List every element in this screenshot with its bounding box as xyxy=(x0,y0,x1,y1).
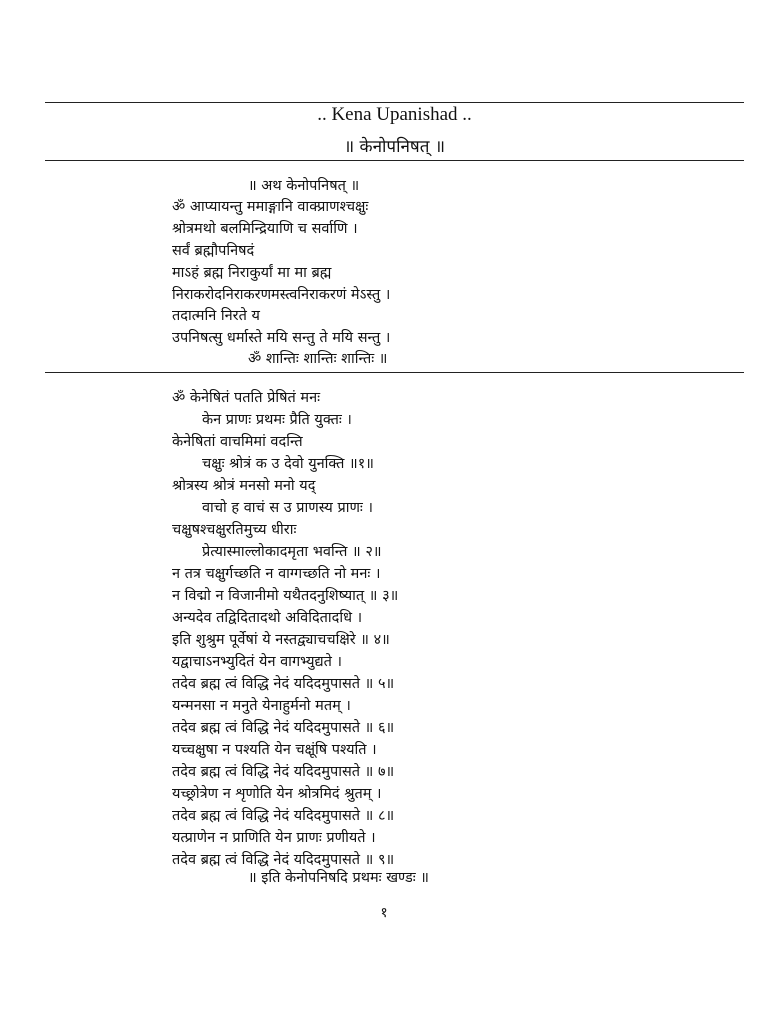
title-divider xyxy=(45,160,744,161)
khanda-closing: ॥ इति केनोपनिषदि प्रथमः खण्डः ॥ xyxy=(248,870,429,886)
verse-line: वाचो ह वाचं स उ प्राणस्य प्राणः । xyxy=(202,500,373,516)
verse-line: यच्चक्षुषा न पश्यति येन चक्षूंषि पश्यति । xyxy=(172,742,377,758)
verse-line: तदेव ब्रह्म त्वं विद्धि नेदं यदिदमुपासते ॥ ८॥ xyxy=(172,808,395,824)
verse-line: प्रेत्यास्माल्लोकादमृता भवन्ति ॥ २॥ xyxy=(202,544,382,560)
verse-line: ॐ आप्यायन्तु ममाङ्गानि वाक्प्राणश्चक्षुः xyxy=(172,199,369,215)
verse-line: तदेव ब्रह्म त्वं विद्धि नेदं यदिदमुपासते ॥ ६॥ xyxy=(172,720,395,736)
verse-line: श्रोत्रस्य श्रोत्रं मनसो मनो यद् xyxy=(172,478,316,494)
shanti-heading: ॥ अथ केनोपनिषत् ॥ xyxy=(248,178,360,194)
verse-line: केन प्राणः प्रथमः प्रैति युक्तः । xyxy=(202,412,352,428)
verse-line: तदात्मनि निरते य xyxy=(172,308,260,324)
section-divider xyxy=(45,372,744,373)
verse-line: तदेव ब्रह्म त्वं विद्धि नेदं यदिदमुपासते ॥ ७॥ xyxy=(172,764,395,780)
verse-line: यच्छ्रोत्रेण न शृणोति येन श्रोत्रमिदं श्रुतम् । xyxy=(172,786,382,802)
verse-line: उपनिषत्सु धर्मास्ते मयि सन्तु ते मयि सन्तु । xyxy=(172,330,391,346)
page-title-devanagari: ॥ केनोपनिषत् ॥ xyxy=(343,137,446,157)
verse-line: ॐ केनेषितं पतति प्रेषितं मनः xyxy=(172,390,321,406)
verse-line: केनेषितां वाचमिमां वदन्ति xyxy=(172,434,303,450)
verse-line: माऽहं ब्रह्म निराकुर्यां मा मा ब्रह्म xyxy=(172,265,332,281)
verse-line: सर्वं ब्रह्मौपनिषदं xyxy=(172,243,255,259)
verse-line: न विद्मो न विजानीमो यथैतदनुशिष्यात् ॥ ३॥ xyxy=(172,588,399,604)
page-number: १ xyxy=(380,905,388,921)
verse-line: तदेव ब्रह्म त्वं विद्धि नेदं यदिदमुपासते ॥ ९॥ xyxy=(172,852,395,868)
verse-line: यन्मनसा न मनुते येनाहुर्मनो मतम् । xyxy=(172,698,351,714)
verse-line: अन्यदेव तद्विदितादथो अविदितादधि । xyxy=(172,610,363,626)
verse-line: चक्षुषश्चक्षुरतिमुच्य धीराः xyxy=(172,522,297,538)
verse-line: श्रोत्रमथो बलमिन्द्रियाणि च सर्वाणि । xyxy=(172,221,358,237)
verse-line: तदेव ब्रह्म त्वं विद्धि नेदं यदिदमुपासते ॥ ५॥ xyxy=(172,676,395,692)
verse-line: चक्षुः श्रोत्रं क उ देवो युनक्ति ॥१॥ xyxy=(202,456,374,472)
verse-line: इति शुश्रुम पूर्वेषां ये नस्तद्व्याचचक्षिरे ॥ ४॥ xyxy=(172,632,390,648)
top-rule xyxy=(45,102,744,103)
verse-line: यत्प्राणेन न प्राणिति येन प्राणः प्रणीयते । xyxy=(172,830,376,846)
shanti-closing: ॐ शान्तिः शान्तिः शान्तिः ॥ xyxy=(248,351,388,367)
page-title: .. Kena Upanishad .. xyxy=(317,104,472,125)
verse-line: यद्वाचाऽनभ्युदितं येन वागभ्युद्यते । xyxy=(172,654,343,670)
verse-line: निराकरोदनिराकरणमस्त्वनिराकरणं मेऽस्तु । xyxy=(172,287,391,303)
verse-line: न तत्र चक्षुर्गच्छति न वाग्गच्छति नो मनः । xyxy=(172,566,381,582)
